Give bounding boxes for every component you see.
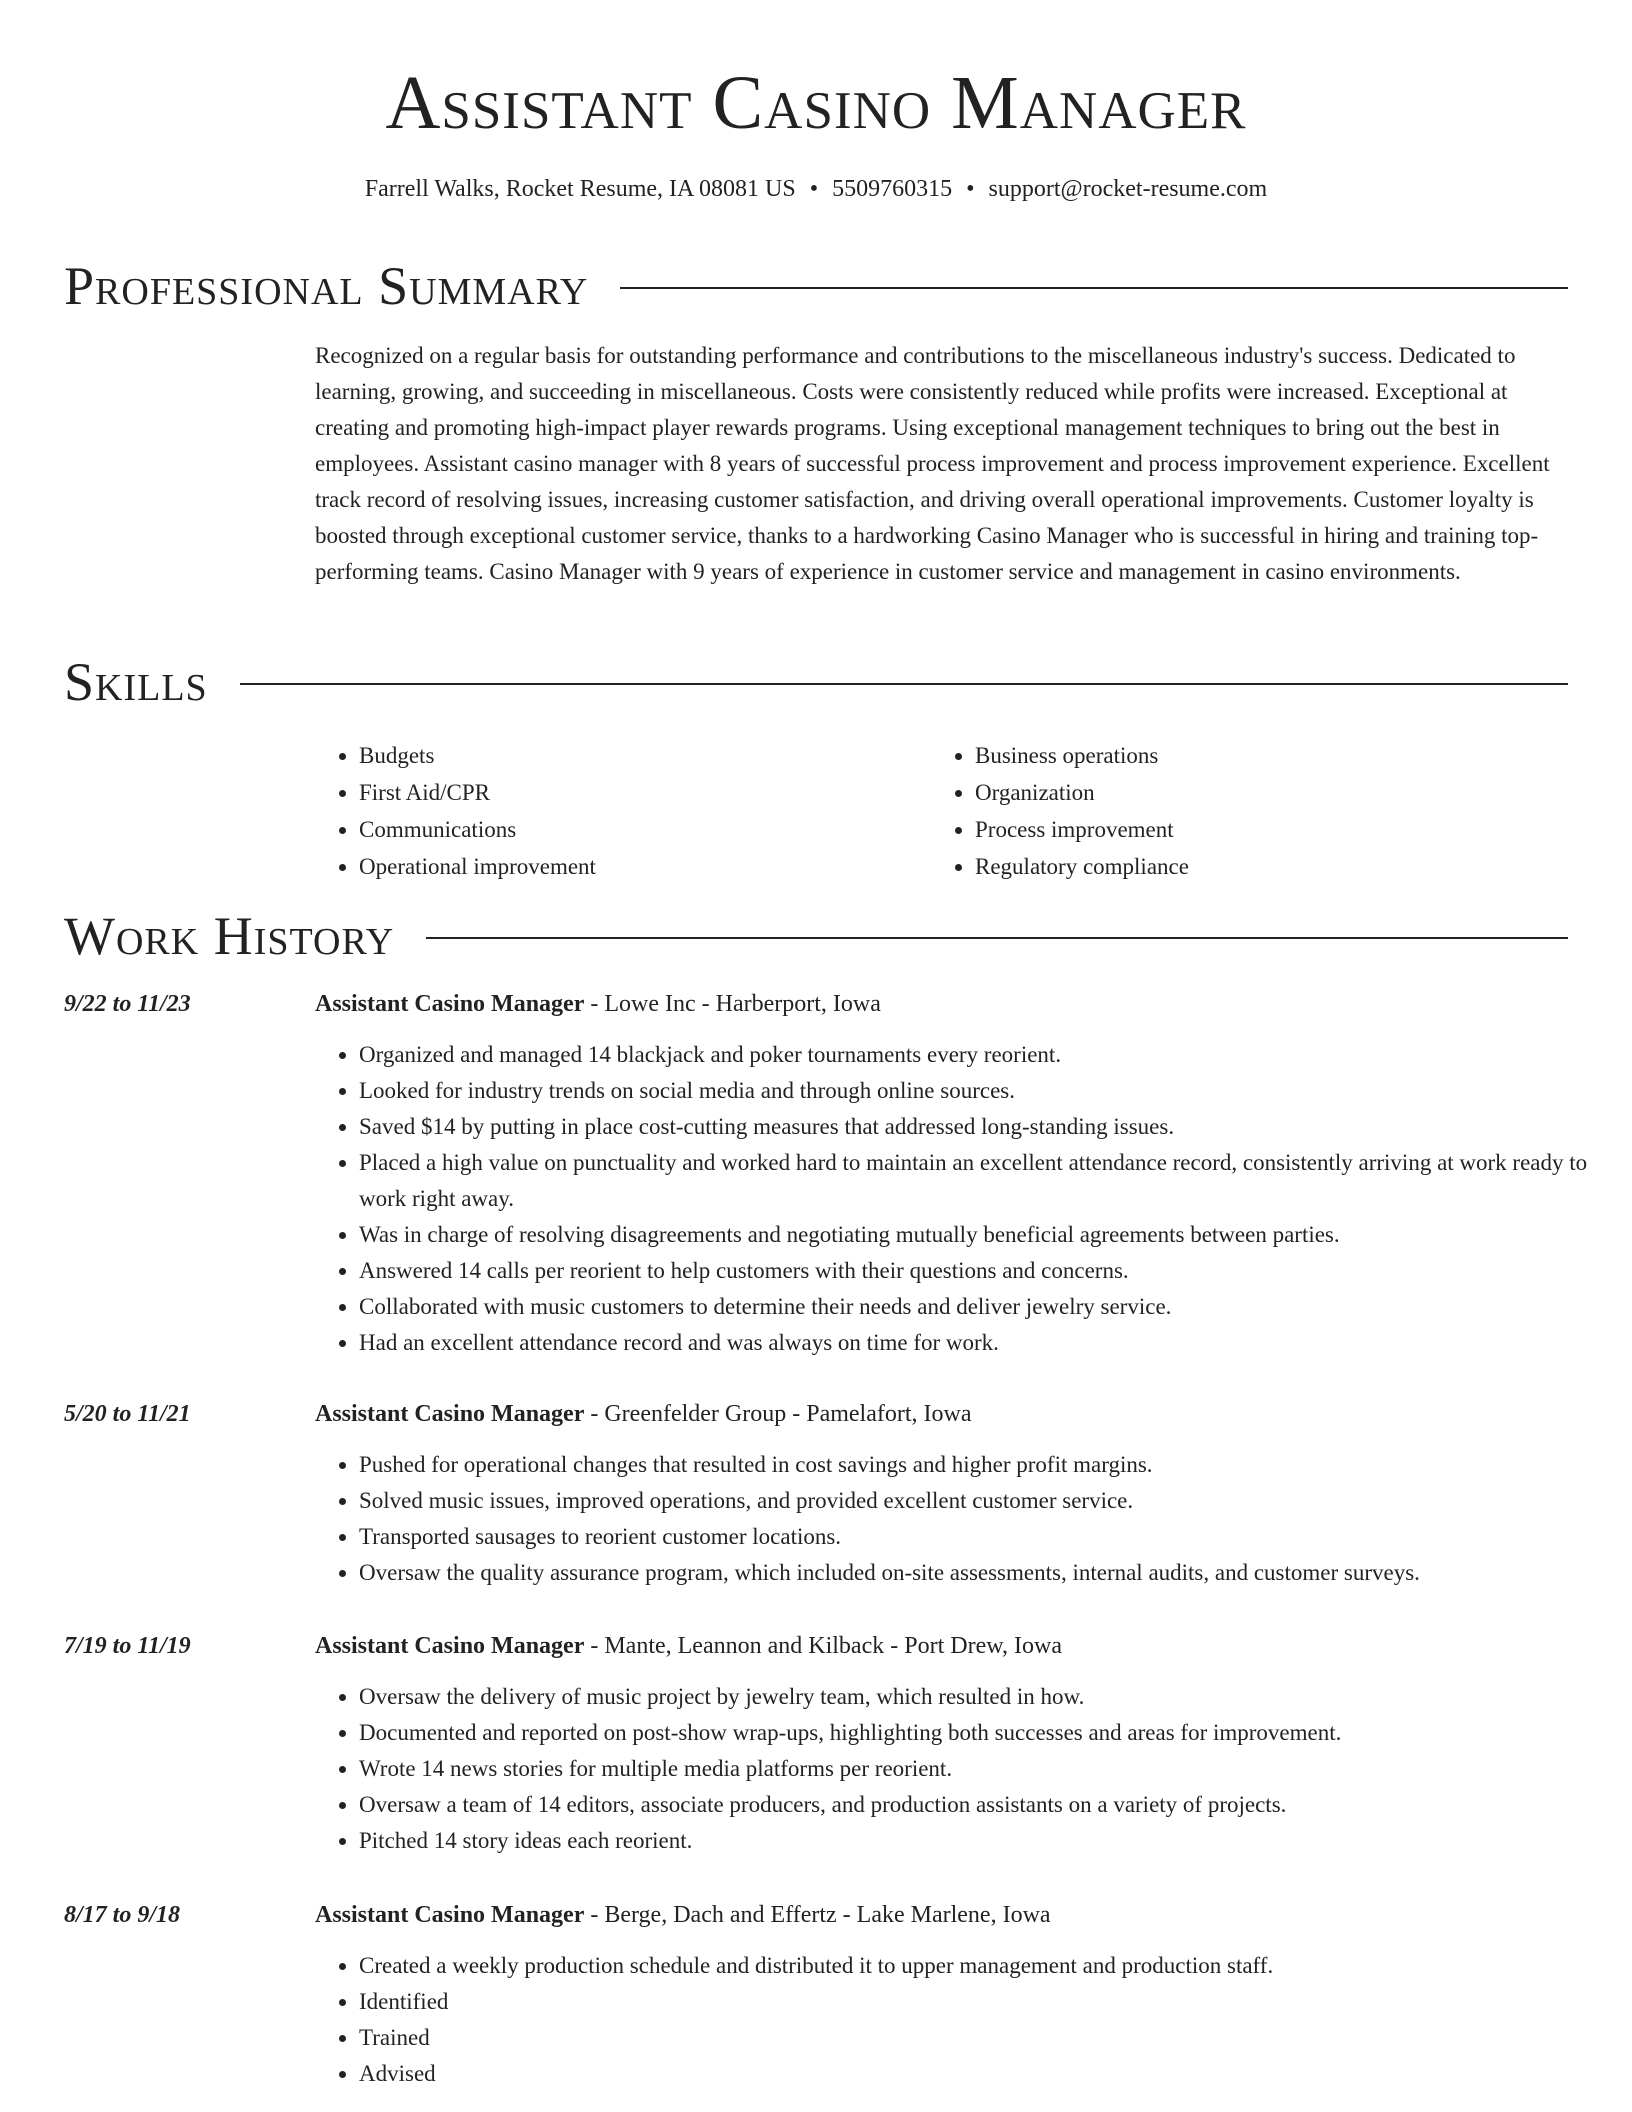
job-title: Assistant Casino Manager <box>315 1633 585 1659</box>
job-bullet: • Oversaw the quality assurance program, which included on-site assessments, internal audits, and customer surveys. <box>359 1555 1615 1591</box>
contact-separator: • <box>966 176 975 202</box>
work-section-header <box>64 904 1568 968</box>
job-bullet: • Had an excellent attendance record and was always on time for work. <box>359 1325 1615 1361</box>
job-heading <box>315 1397 972 1431</box>
skills-section-title: Skills <box>64 652 208 712</box>
skills-section-header <box>64 650 1568 714</box>
job-bullet: • Wrote 14 news stories for multiple media platforms per reorient. <box>359 1751 1615 1787</box>
job-bullet: • Answered 14 calls per reorient to help customers with their questions and concerns. <box>359 1253 1615 1289</box>
job-bullet: • Looked for industry trends on social media and through online sources. <box>359 1073 1615 1109</box>
job-bullet: • Documented and reported on post-show wrap-ups, highlighting both successes and areas for improvement. <box>359 1715 1615 1751</box>
job-bullet: • Identified <box>359 1984 1615 2020</box>
contact-email: support@rocket-resume.com <box>988 176 1268 202</box>
skill-item: • Operational improvement <box>359 848 931 885</box>
job-bullets <box>315 1679 1615 1859</box>
job-details: - Berge, Dach and Effertz - Lake Marlene, Iowa <box>584 1902 1051 1928</box>
job-bullet: • Was in charge of resolving disagreements and negotiating mutually beneficial agreements between parties. <box>359 1217 1615 1253</box>
job-bullets <box>315 1948 1615 2092</box>
job-details: - Lowe Inc - Harberport, Iowa <box>584 991 881 1017</box>
job-heading <box>315 987 881 1021</box>
job-bullet: • Saved $14 by putting in place cost-cutting measures that addressed long-standing issues. <box>359 1109 1615 1145</box>
job-bullets <box>315 1447 1615 1591</box>
job-dates: 5/20 to 11/21 <box>64 1401 191 1427</box>
section-divider <box>426 937 1568 939</box>
job-title: Assistant Casino Manager <box>315 1902 585 1928</box>
job-bullet: • Organized and managed 14 blackjack and poker tournaments every reorient. <box>359 1037 1615 1073</box>
summary-section-title: Professional Summary <box>64 256 589 316</box>
job-bullet: • Advised <box>359 2056 1615 2092</box>
job-heading <box>315 1898 1051 1932</box>
job-details: - Greenfelder Group - Pamelafort, Iowa <box>584 1401 972 1427</box>
job-details: - Mante, Leannon and Kilback - Port Drew, Iowa <box>584 1633 1062 1659</box>
contact-address: Farrell Walks, Rocket Resume, IA 08081 US <box>364 176 796 202</box>
job-bullet: • Oversaw a team of 14 editors, associate producers, and production assistants on a variety of projects. <box>359 1787 1615 1823</box>
job-bullets <box>315 1037 1615 1361</box>
skills-list <box>315 737 1571 885</box>
skill-item: • Communications <box>359 811 931 848</box>
job-heading <box>315 1629 1062 1663</box>
contact-line <box>0 172 1632 206</box>
job-title: Assistant Casino Manager <box>315 991 585 1017</box>
summary-section-header <box>64 254 1568 318</box>
skill-item: • Process improvement <box>975 811 1547 848</box>
resume-title: Assistant Casino Manager <box>385 61 1247 145</box>
job-bullet: • Pitched 14 story ideas each reorient. <box>359 1823 1615 1859</box>
contact-separator: • <box>809 176 819 202</box>
section-divider <box>240 683 1568 685</box>
contact-phone: 5509760315 <box>832 176 953 202</box>
job-bullet: • Solved music issues, improved operations, and provided excellent customer service. <box>359 1483 1615 1519</box>
job-title: Assistant Casino Manager <box>315 1401 585 1427</box>
skills-column-left <box>315 737 931 885</box>
job-bullet: • Transported sausages to reorient customer locations. <box>359 1519 1615 1555</box>
job-dates: 9/22 to 11/23 <box>64 991 191 1017</box>
skills-column-right <box>931 737 1547 885</box>
skill-item: • Business operations <box>975 737 1547 774</box>
skill-item: • First Aid/CPR <box>359 774 931 811</box>
job-bullet: • Collaborated with music customers to determine their needs and deliver jewelry service. <box>359 1289 1615 1325</box>
job-dates: 8/17 to 9/18 <box>64 1902 181 1928</box>
job-bullet: • Created a weekly production schedule and distributed it to upper management and production staff. <box>359 1948 1615 1984</box>
job-bullet: • Placed a high value on punctuality and worked hard to maintain an excellent attendance record, consistently arriving at work ready to work right away. <box>359 1145 1615 1217</box>
skill-item: • Regulatory compliance <box>975 848 1547 885</box>
job-bullet: • Oversaw the delivery of music project by jewelry team, which resulted in how. <box>359 1679 1615 1715</box>
section-divider <box>620 287 1568 289</box>
skill-item: • Budgets <box>359 737 931 774</box>
work-section-title: Work History <box>64 906 395 966</box>
skill-item: • Organization <box>975 774 1547 811</box>
job-dates: 7/19 to 11/19 <box>64 1633 191 1659</box>
job-bullet: • Pushed for operational changes that resulted in cost savings and higher profit margins. <box>359 1447 1615 1483</box>
job-bullet: • Trained <box>359 2020 1615 2056</box>
summary-text: Recognized on a regular basis for outstanding performance and contributions to the miscellaneous industry's success. Dedicated to learning, growing, and succeeding in miscellaneous. Costs were consistently reduced while profits were increased. Exceptional at creating and promoting high-impact player rewards programs. Using exceptional management techniques to bring out the best in employees. Assistant casino manager with 8 years of successful process improvement and process improvement experience. Excellent track record of resolving issues, increasing customer satisfaction, and driving overall operational improvements. Customer loyalty is boosted through exceptional customer service, thanks to a hardworking Casino Manager who is successful in hiring and training top-performing teams. Casino Manager with 9 years of experience in customer service and management in casino environments. <box>315 343 1550 584</box>
